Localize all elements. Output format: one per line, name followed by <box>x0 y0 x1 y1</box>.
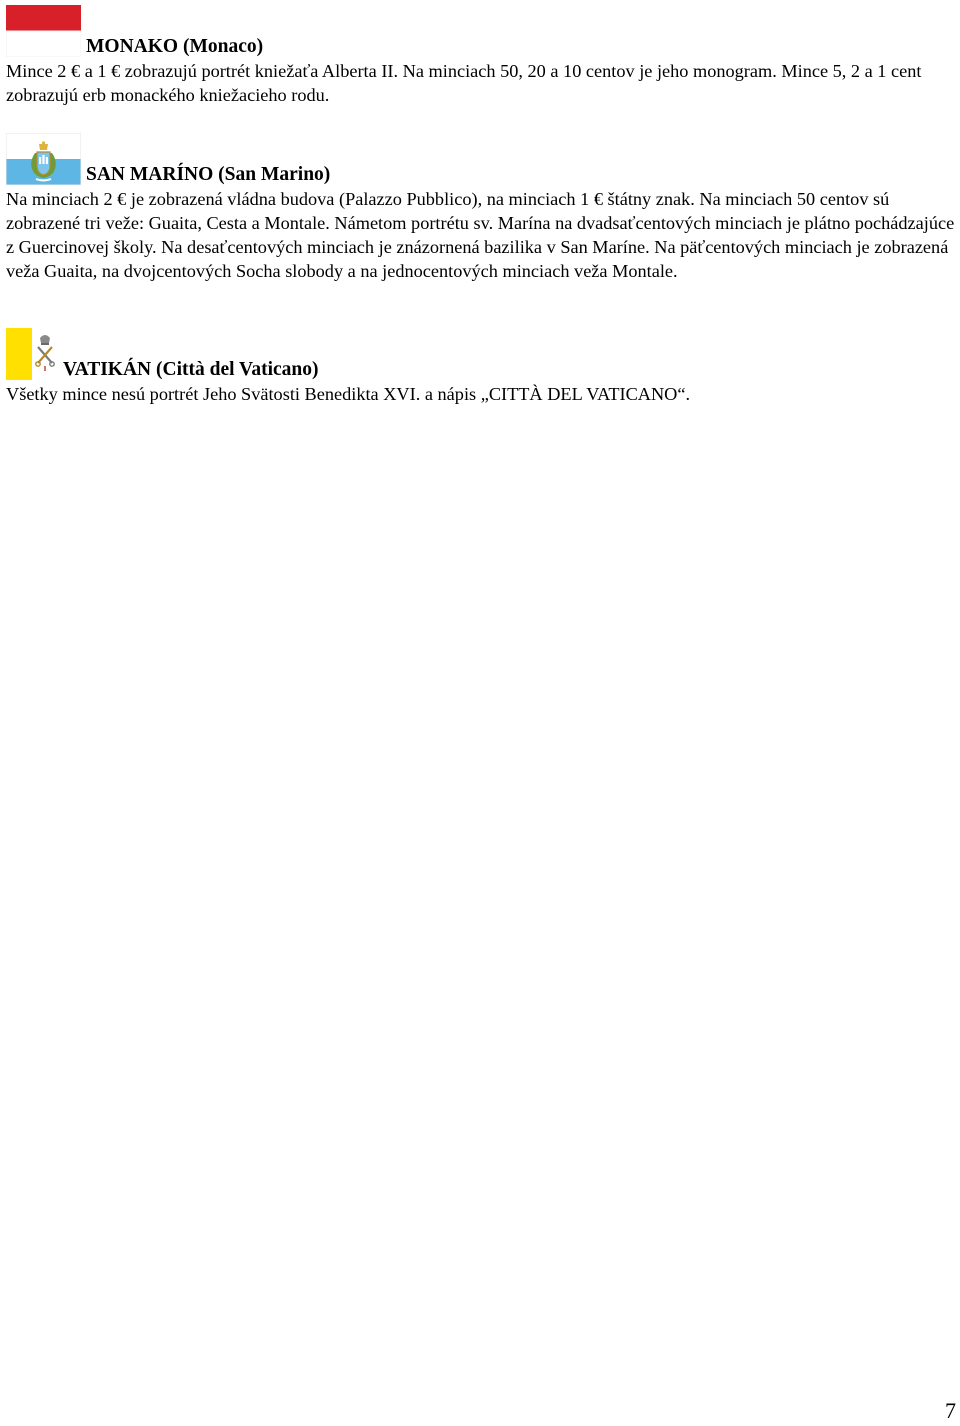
section-header <box>6 133 958 185</box>
section-monaco <box>6 5 958 107</box>
san-marino-flag-icon <box>6 133 81 185</box>
section-header <box>6 328 958 380</box>
section-title: VATIKÁN (Città del Vaticano) <box>63 359 319 380</box>
page-number: 7 <box>945 1398 956 1423</box>
section-vatican <box>6 328 958 406</box>
section-text: Na minciach 2 € je zobrazená vládna budova (Palazzo Pubblico), na minciach 1 € štátny znak. Na minciach 50 centov sú zobrazené tri veže: Guaita, Cesta a Montale. Námetom portrétu sv. Marína na dvadsaťcentových minciach je plátno pochádzajúce z Guercinovej školy. Na desaťcentových minciach je znázornená bazilika v San Maríne. Na päťcentových minciach je zobrazená veža Guaita, na dvojcentových Socha slobody a na jednocentových minciach veža Montale. <box>6 189 955 281</box>
section-header <box>6 5 958 57</box>
section-text: Mince 2 € a 1 € zobrazujú portrét kniežaťa Alberta II. Na minciach 50, 20 a 10 centov je jeho monogram. Mince 5, 2 a 1 cent zobrazujú erb monackého kniežacieho rodu. <box>6 61 922 105</box>
section-text: Všetky mince nesú portrét Jeho Svätosti Benedikta XVI. a nápis „CITTÀ DEL VATICANO“. <box>6 384 691 404</box>
vatican-flag-icon <box>6 328 58 380</box>
section-san-marino <box>6 133 958 283</box>
section-title: MONAKO (Monaco) <box>86 36 264 57</box>
section-title: SAN MARÍNO (San Marino) <box>86 164 331 185</box>
monaco-flag-icon <box>6 5 81 57</box>
